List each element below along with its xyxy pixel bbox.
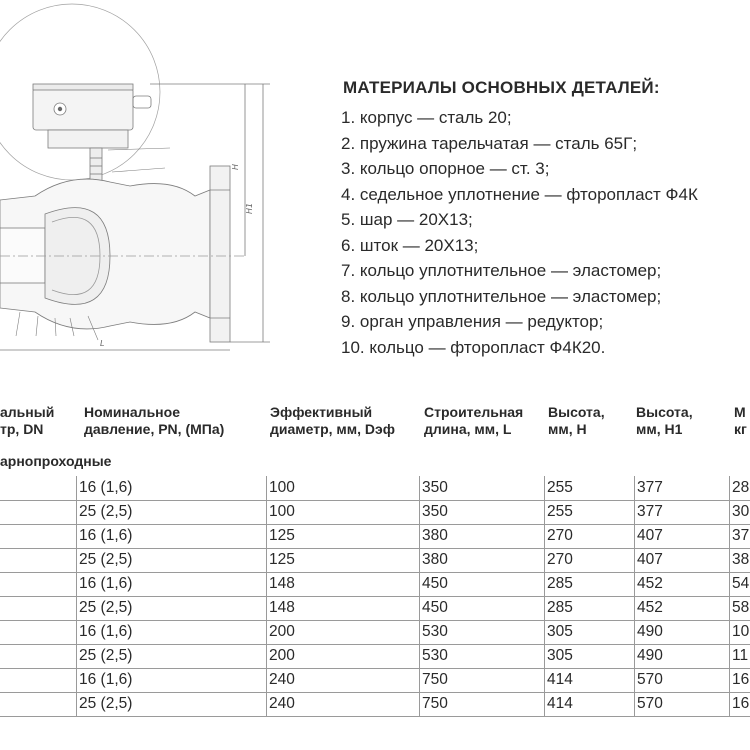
cell-dn bbox=[0, 548, 3, 572]
cell-deff: 200 bbox=[269, 647, 295, 664]
cell-height-h: 255 bbox=[547, 503, 573, 520]
dim-h-label: H bbox=[231, 163, 240, 170]
dim-h1-label: H1 bbox=[245, 202, 254, 214]
material-item: 7. кольцо уплотнительное — эластомер; bbox=[341, 261, 662, 280]
cell-mass: 38 bbox=[732, 551, 750, 568]
cell-height-h: 285 bbox=[547, 575, 573, 592]
table-row bbox=[0, 476, 750, 501]
material-item: 4. седельное уплотнение — фторопласт Ф4К bbox=[341, 184, 698, 204]
cell-height-h1: 570 bbox=[637, 671, 663, 688]
cell-deff: 125 bbox=[269, 527, 295, 544]
table-row bbox=[0, 668, 750, 693]
cell-length: 750 bbox=[422, 695, 448, 712]
cell-height-h1: 452 bbox=[637, 599, 663, 616]
cell-deff: 100 bbox=[269, 479, 295, 496]
cell-pn: 25 (2,5) bbox=[79, 647, 133, 664]
table-row bbox=[0, 500, 750, 525]
materials-title: МАТЕРИАЛЫ ОСНОВНЫХ ДЕТАЛЕЙ: bbox=[343, 78, 660, 97]
valve-flange bbox=[210, 166, 230, 342]
cell-height-h1: 490 bbox=[637, 623, 663, 640]
table-row bbox=[0, 548, 750, 573]
cell-dn bbox=[0, 524, 3, 548]
cell-height-h: 270 bbox=[547, 551, 573, 568]
cell-deff: 240 bbox=[269, 671, 295, 688]
material-item: 3. кольцо опорное — ст. 3; bbox=[341, 159, 550, 178]
table-row bbox=[0, 692, 750, 717]
cell-deff: 200 bbox=[269, 623, 295, 640]
cell-height-h1: 452 bbox=[637, 575, 663, 592]
cell-height-h1: 377 bbox=[637, 503, 663, 520]
materials-list bbox=[341, 105, 698, 360]
cell-dn bbox=[0, 620, 3, 644]
table-section-title: арнопроходные bbox=[0, 453, 112, 469]
cell-height-h1: 377 bbox=[637, 479, 663, 496]
dim-l-label: L bbox=[100, 339, 105, 348]
cell-length: 530 bbox=[422, 647, 448, 664]
cell-height-h: 305 bbox=[547, 623, 573, 640]
gearbox-input-shaft bbox=[133, 96, 151, 108]
cell-mass: 28 bbox=[732, 479, 750, 496]
cell-mass: 54 bbox=[732, 575, 750, 592]
cell-mass: 30 bbox=[732, 503, 750, 520]
cell-length: 380 bbox=[422, 551, 448, 568]
cell-dn bbox=[0, 692, 3, 716]
cell-dn bbox=[0, 476, 3, 500]
cell-dn bbox=[0, 668, 3, 692]
cell-length: 350 bbox=[422, 479, 448, 496]
cell-length: 530 bbox=[422, 623, 448, 640]
material-item: 5. шар — 20Х13; bbox=[341, 210, 473, 229]
cell-mass: 16 bbox=[732, 695, 750, 712]
cell-pn: 16 (1,6) bbox=[79, 527, 133, 544]
cell-pn: 16 (1,6) bbox=[79, 479, 133, 496]
cell-pn: 25 (2,5) bbox=[79, 599, 133, 616]
header-mass: М кг bbox=[734, 404, 747, 437]
cell-deff: 240 bbox=[269, 695, 295, 712]
cell-height-h: 270 bbox=[547, 527, 573, 544]
valve-bore bbox=[0, 228, 45, 283]
cell-dn bbox=[0, 596, 3, 620]
cell-pn: 25 (2,5) bbox=[79, 695, 133, 712]
table-row bbox=[0, 644, 750, 669]
valve-technical-drawing bbox=[0, 0, 340, 380]
cell-height-h1: 490 bbox=[637, 647, 663, 664]
material-item: 10. кольцо — фторопласт Ф4К20. bbox=[341, 337, 606, 357]
cell-length: 750 bbox=[422, 671, 448, 688]
cell-mass: 16 bbox=[732, 671, 750, 688]
table-row bbox=[0, 524, 750, 549]
header-height-h: Высота, мм, H bbox=[548, 404, 605, 437]
gearbox-lid bbox=[33, 84, 133, 90]
cell-dn bbox=[0, 500, 3, 524]
cell-pn: 16 (1,6) bbox=[79, 575, 133, 592]
cell-length: 450 bbox=[422, 599, 448, 616]
cell-deff: 100 bbox=[269, 503, 295, 520]
cell-deff: 125 bbox=[269, 551, 295, 568]
header-height-h1: Высота, мм, H1 bbox=[636, 404, 693, 437]
material-item: 8. кольцо уплотнительное — эластомер; bbox=[341, 286, 662, 306]
cell-height-h1: 570 bbox=[637, 695, 663, 712]
cell-pn: 16 (1,6) bbox=[79, 671, 133, 688]
cell-mass: 58 bbox=[732, 599, 750, 616]
table-row bbox=[0, 596, 750, 621]
cell-height-h: 255 bbox=[547, 479, 573, 496]
cell-length: 350 bbox=[422, 503, 448, 520]
cell-height-h1: 407 bbox=[637, 551, 663, 568]
cell-dn bbox=[0, 644, 3, 668]
cell-height-h: 414 bbox=[547, 671, 573, 688]
cell-height-h: 414 bbox=[547, 695, 573, 712]
cell-pn: 16 (1,6) bbox=[79, 623, 133, 640]
cell-height-h1: 407 bbox=[637, 527, 663, 544]
header-effective-diameter: Эффективный диаметр, мм, Dэф bbox=[270, 404, 396, 437]
cell-deff: 148 bbox=[269, 575, 295, 592]
cell-mass: 11 bbox=[732, 647, 749, 664]
gearbox-body bbox=[33, 88, 133, 130]
header-construction-length: Строительная длина, мм, L bbox=[424, 404, 524, 437]
cell-pn: 25 (2,5) bbox=[79, 503, 133, 520]
table-row bbox=[0, 572, 750, 597]
cell-mass: 37 bbox=[732, 527, 750, 544]
material-item: 6. шток — 20Х13; bbox=[341, 235, 479, 255]
cell-deff: 148 bbox=[269, 599, 295, 616]
cell-mass: 10 bbox=[732, 623, 750, 640]
material-item: 1. корпус — сталь 20; bbox=[341, 108, 512, 127]
cell-length: 380 bbox=[422, 527, 448, 544]
material-item: 2. пружина тарельчатая — сталь 65Г; bbox=[341, 133, 638, 153]
material-item: 9. орган управления — редуктор; bbox=[341, 312, 604, 331]
header-nominal-pressure: Номинальное давление, PN, (МПа) bbox=[84, 404, 225, 437]
table-row bbox=[0, 620, 750, 645]
cell-height-h: 285 bbox=[547, 599, 573, 616]
cell-pn: 25 (2,5) bbox=[79, 551, 133, 568]
cell-dn bbox=[0, 572, 3, 596]
gearbox-flange bbox=[48, 130, 128, 148]
cell-height-h: 305 bbox=[547, 647, 573, 664]
cell-length: 450 bbox=[422, 575, 448, 592]
header-nominal-diameter: альный тр, DN bbox=[0, 404, 55, 437]
